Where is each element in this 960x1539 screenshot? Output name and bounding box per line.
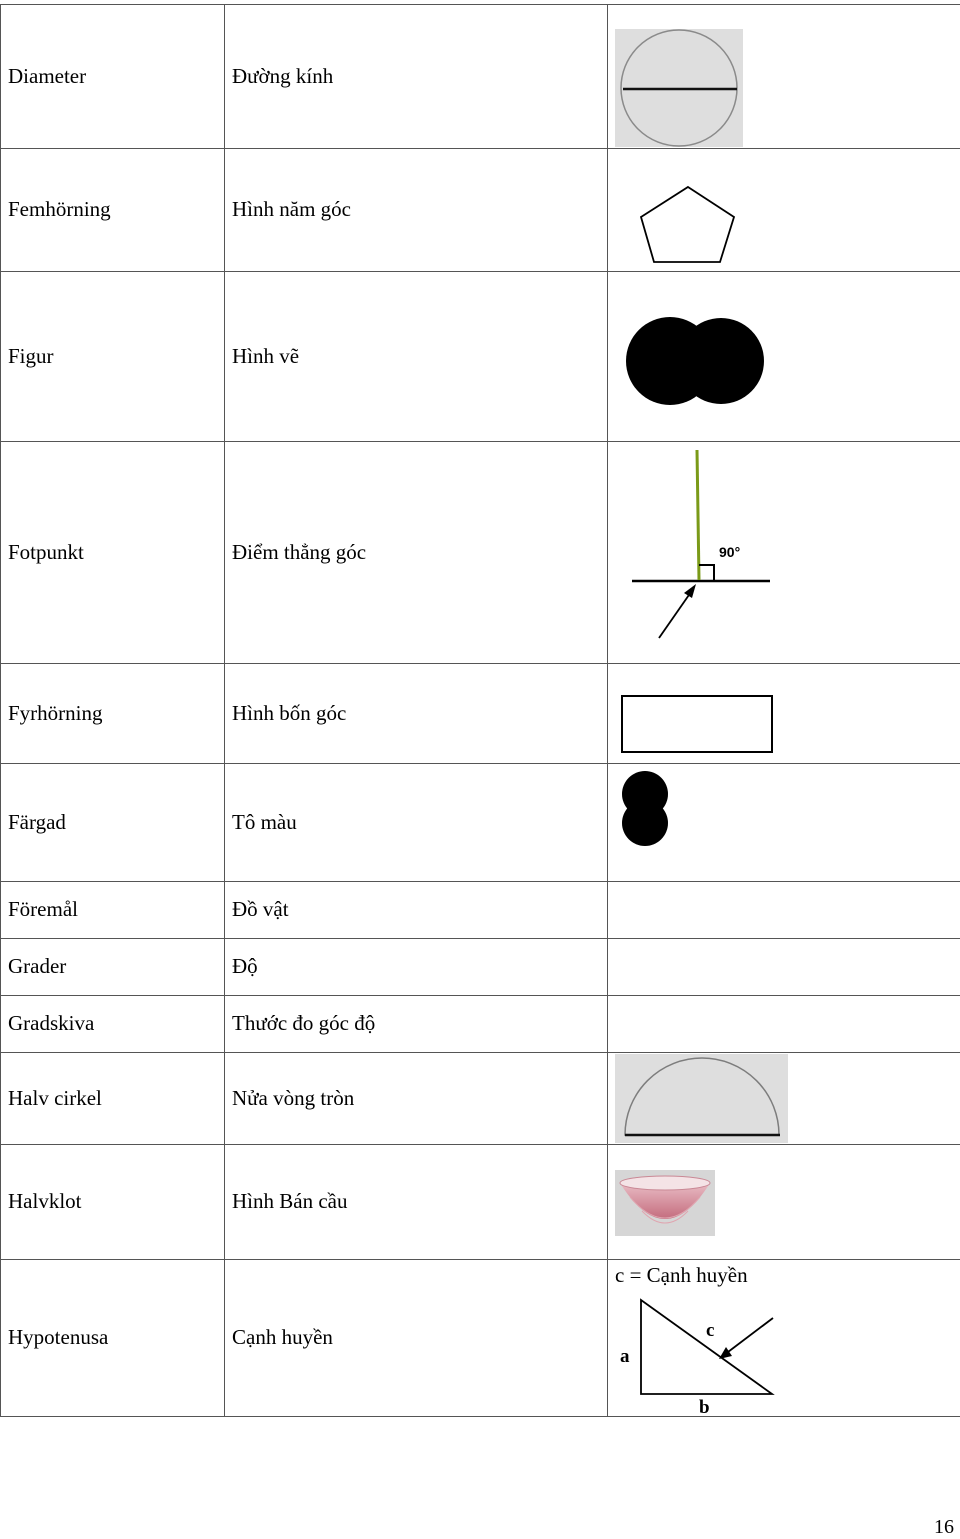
right-angle-foot-icon — [608, 442, 960, 664]
filled-circles-icon — [608, 764, 960, 882]
vietnamese-term: Thước đo góc độ — [225, 996, 608, 1053]
illustration-cell — [608, 149, 960, 272]
right-triangle-icon — [608, 1260, 960, 1417]
vietnamese-term: Điểm thẳng góc — [225, 442, 608, 664]
page-number: 16 — [934, 1516, 954, 1539]
table-row — [1, 996, 960, 1053]
vietnamese-term: Tô màu — [225, 764, 608, 882]
illustration-cell — [608, 442, 960, 664]
table-row — [1, 272, 960, 442]
rectangle-icon — [608, 664, 960, 764]
vietnamese-term: Hình năm góc — [225, 149, 608, 272]
vietnamese-term: Đường kính — [225, 5, 608, 149]
illustration-cell — [608, 1260, 960, 1417]
semicircle-icon — [608, 1053, 960, 1145]
illustration-cell — [608, 939, 960, 996]
swedish-term: Gradskiva — [1, 996, 225, 1053]
triangle-label-c: c — [706, 1320, 714, 1341]
swedish-term: Diameter — [1, 5, 225, 149]
table-row — [1, 149, 960, 272]
swedish-term: Halvklot — [1, 1145, 225, 1260]
table-row — [1, 764, 960, 882]
triangle-label-a: a — [620, 1346, 630, 1367]
table-row — [1, 1053, 960, 1145]
illustration-cell — [608, 882, 960, 939]
vietnamese-term: Nửa vòng tròn — [225, 1053, 608, 1145]
illustration-cell — [608, 764, 960, 882]
swedish-term: Figur — [1, 272, 225, 442]
vietnamese-term: Độ — [225, 939, 608, 996]
vietnamese-term: Đồ vật — [225, 882, 608, 939]
table-row — [1, 664, 960, 764]
table-row — [1, 882, 960, 939]
vietnamese-term: Cạnh huyền — [225, 1260, 608, 1417]
swedish-term: Fyrhörning — [1, 664, 225, 764]
illustration-cell — [608, 664, 960, 764]
swedish-term: Hypotenusa — [1, 1260, 225, 1417]
table-row — [1, 1260, 960, 1417]
table-row — [1, 442, 960, 664]
table-row — [1, 939, 960, 996]
swedish-term: Föremål — [1, 882, 225, 939]
swedish-term: Femhörning — [1, 149, 225, 272]
vietnamese-term: Hình Bán cầu — [225, 1145, 608, 1260]
illustration-cell — [608, 5, 960, 149]
illustration-cell — [608, 272, 960, 442]
swedish-term: Halv cirkel — [1, 1053, 225, 1145]
vietnamese-term: Hình bốn góc — [225, 664, 608, 764]
swedish-term: Fotpunkt — [1, 442, 225, 664]
angle-label: 90° — [719, 544, 740, 560]
illustration-cell — [608, 996, 960, 1053]
illustration-cell — [608, 1053, 960, 1145]
double-circle-figure-icon — [608, 272, 960, 442]
swedish-term: Färgad — [1, 764, 225, 882]
swedish-term: Grader — [1, 939, 225, 996]
pentagon-icon — [608, 149, 960, 272]
table-row — [1, 1145, 960, 1260]
triangle-label-b: b — [699, 1397, 710, 1417]
vietnamese-term: Hình vẽ — [225, 272, 608, 442]
hypotenuse-caption: c = Cạnh huyền — [615, 1264, 748, 1287]
vocabulary-table — [0, 4, 960, 1417]
diameter-circle-icon — [608, 5, 960, 149]
hemisphere-bowl-icon — [608, 1145, 960, 1260]
table-row — [1, 5, 960, 149]
illustration-cell — [608, 1145, 960, 1260]
